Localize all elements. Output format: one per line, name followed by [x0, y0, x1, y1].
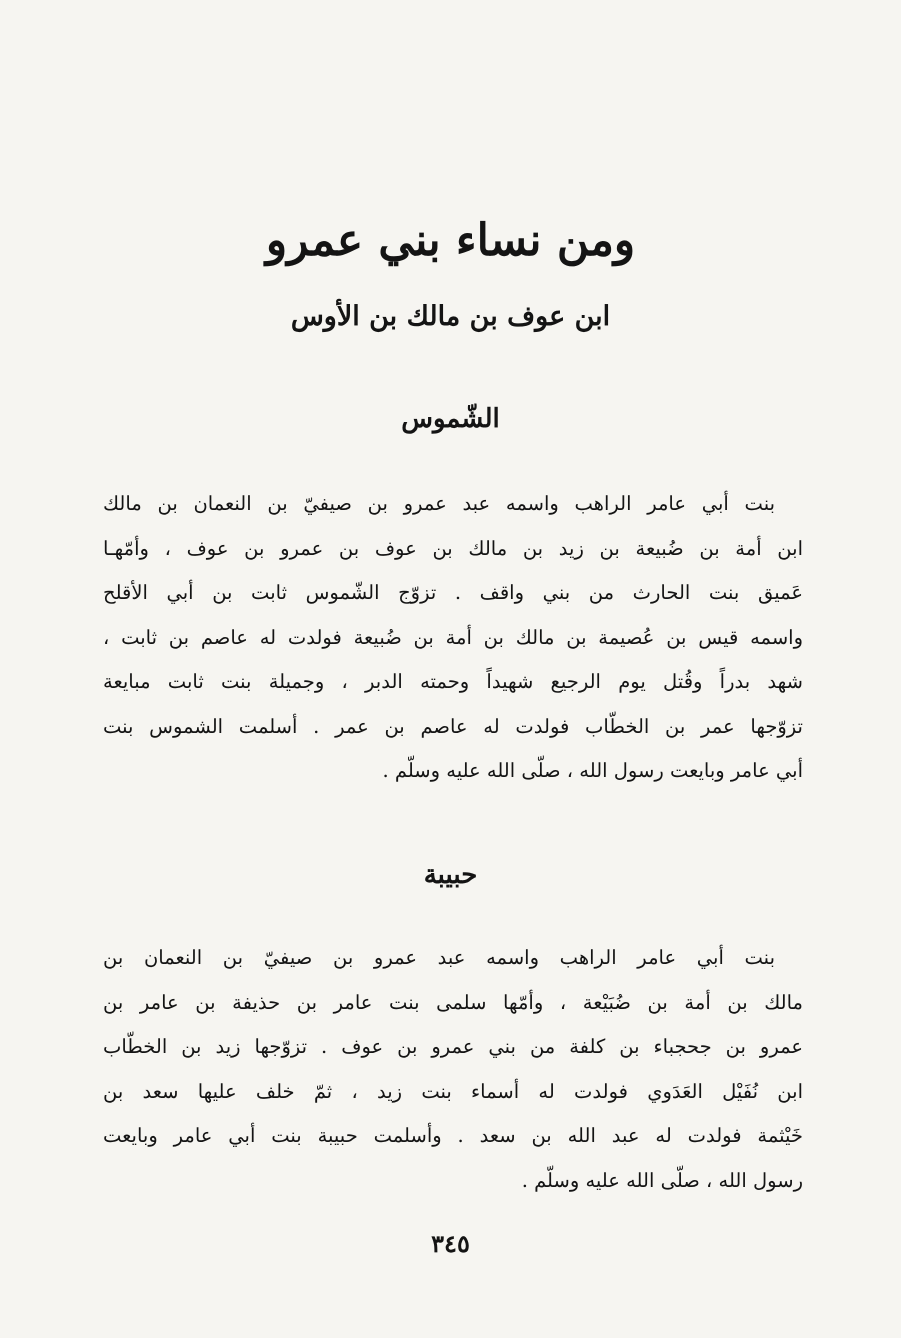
text-line: عَميق بنت الحارث من بني واقف . تزوّج الشّموس ثابت بن أبي الأقلح — [103, 581, 803, 604]
text-line: بنت أبي عامر الراهب واسمه عبد عمرو بن صيفيّ بن النعمان بن مالك — [103, 492, 775, 515]
page-number: ٣٤٥ — [431, 1229, 470, 1258]
text-line: تزوّجها عمر بن الخطّاب فولدت له عاصم بن عمر . أسلمت الشموس بنت — [103, 714, 803, 738]
page-subtitle: ابن عوف بن مالك بن الأوس — [290, 301, 611, 332]
text-line: بنت أبي عامر الراهب واسمه عبد عمرو بن صيفيّ بن النعمان بن — [103, 946, 775, 969]
text-line: واسمه قيس بن عُصيمة بن مالك بن أمة بن ضُبيعة فولدت له عاصم بن ثابت ، — [103, 625, 803, 649]
text-line: خَيْثمة فولدت له عبد الله بن سعد . وأسلمت حبيبة بنت أبي عامر وبايعت — [103, 1124, 803, 1147]
text-line: أبي عامر وبايعت رسول الله ، صلّى الله عليه وسلّم . — [382, 759, 803, 782]
text-line: ابن نُفَيْل العَدَوي فولدت له أسماء بنت زيد ، ثمّ خلف عليها سعد بن — [103, 1079, 803, 1103]
section-heading-shamus: الشّموس — [401, 404, 500, 434]
text-line: مالك بن أمة بن ضُبَيْعة ، وأمّها سلمى بنت عامر بن حذيفة بن عامر بن — [103, 990, 803, 1014]
page-title: ومن نساء بني عمرو — [265, 215, 636, 266]
section-body-shamus — [103, 482, 803, 794]
text-line: شهد بدراً وقُتل يوم الرجيع شهيداً وحمته الدبر ، وجميلة بنت ثابت مبايعة — [103, 670, 803, 693]
text-line: ابن أمة بن ضُبيعة بن زيد بن مالك بن عوف بن عمرو بن عوف ، وأمّهـا — [103, 536, 803, 560]
text-line: عمرو بن جحجباء بن كلفة من بني عمرو بن عوف . تزوّجها زيد بن الخطّاب — [103, 1035, 803, 1058]
section-heading-habiba: حبيبة — [423, 860, 478, 890]
section-body-habiba — [103, 936, 803, 1203]
text-line: رسول الله ، صلّى الله عليه وسلّم . — [521, 1168, 803, 1192]
